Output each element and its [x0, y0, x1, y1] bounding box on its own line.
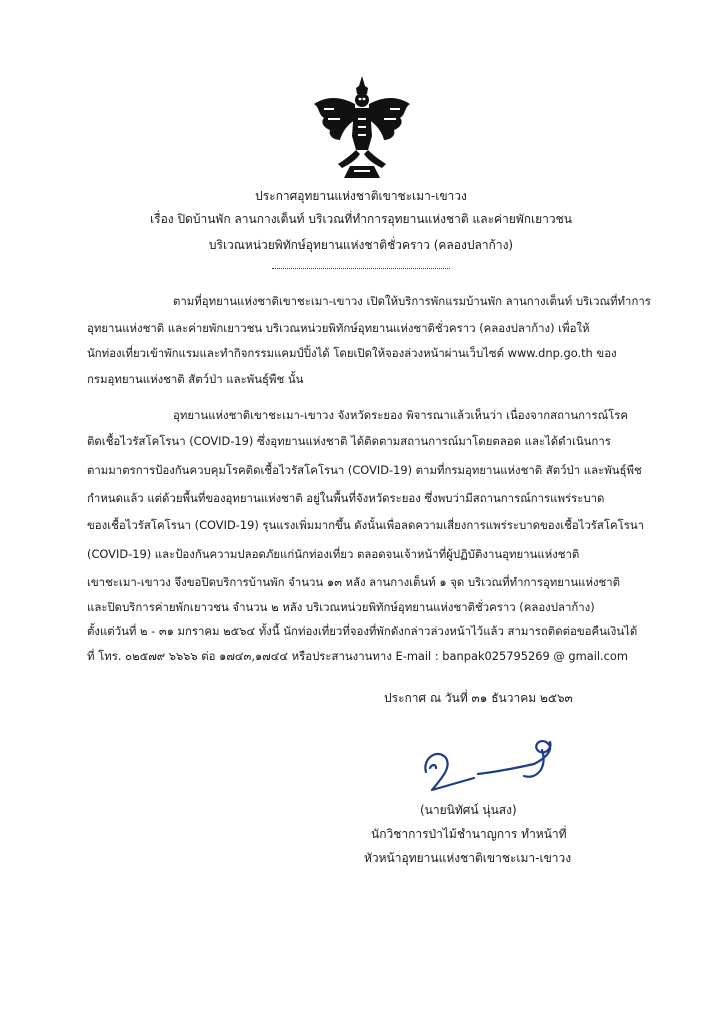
paragraph2-line: ตั้งแต่วันที่ ๒ - ๓๑ มกราคม ๒๕๖๔ ทั้งนี้ นักท่องเที่ยวที่จองที่พักดังกล่าวล่วงหน้าไว้แล้ว สามารถติดต่อขอคืนเงินได้: [87, 624, 638, 638]
paragraph1-line: อุทยานแห่งชาติ และค่ายพักเยาวชน บริเวณหน่วยพิทักษ์อุทยานแห่งชาติชั่วคราว (คลองปลาก้าง) เพื่อให้: [87, 321, 590, 335]
announcement-subject-continued: บริเวณหน่วยพิทักษ์อุทยานแห่งชาติชั่วคราว (คลองปลาก้าง): [208, 238, 514, 252]
announcement-subject: เรื่อง ปิดบ้านพัก ลานกางเต็นท์ บริเวณที่ทำการอุทยานแห่งชาติ และค่ายพักเยาวชน: [150, 212, 572, 226]
paragraph2-line: ติดเชื้อไวรัสโคโรนา (COVID-19) ซึ่งอุทยานแห่งชาติ ได้ติดตามสถานการณ์มาโดยตลอด และได้ดำเนินการ: [87, 434, 611, 448]
paragraph2-line: ของเชื้อไวรัสโคโรนา (COVID-19) รุนแรงเพิ่มมากขึ้น ดังนั้นเพื่อลดความเสี่ยงการแพร่ระบาดของเชื้อไวรัสโคโรนา: [87, 518, 645, 532]
signer-position: นักวิชาการป่าไม้ชำนาญการ ทำหน้าที่: [371, 827, 567, 841]
paragraph1-line: ตามที่อุทยานแห่งชาติเขาชะเมา-เขาวง เปิดให้บริการพักแรมบ้านพัก ลานกางเต็นท์ บริเวณที่ทำการ: [173, 294, 651, 308]
dotted-divider: [272, 268, 450, 269]
garuda-emblem: [310, 74, 414, 180]
paragraph2-line: อุทยานแห่งชาติเขาชะเมา-เขาวง จังหวัดระยอง พิจารณาแล้วเห็นว่า เนื่องจากสถานการณ์โรค: [173, 408, 628, 422]
paragraph2-line: กำหนดแล้ว แต่ด้วยพื้นที่ของอุทยานแห่งชาติ อยู่ในพื้นที่จังหวัดระยอง ซึ่งพบว่ามีสถานการณ์การแพร่ระบาด: [87, 491, 605, 505]
handwritten-signature: [416, 728, 566, 800]
paragraph1-line: นักท่องเที่ยวเข้าพักแรมและทำกิจกรรมแคมป์ปิ้งได้ โดยเปิดให้จองล่วงหน้าผ่านเว็บไซต์ www.dnp.go.th ของ: [87, 346, 617, 360]
paragraph2-line: เขาชะเมา-เขาวง จึงขอปิดบริการบ้านพัก จำนวน ๑๓ หลัง ลานกางเต็นท์ ๑ จุด บริเวณที่ทำการอุทยานแห่งชาติ: [87, 575, 621, 589]
paragraph2-line: ที่ โทร. ๐๒๕๗๙ ๖๖๖๖ ต่อ ๑๗๔๓,๑๗๔๔ หรือประสานงานทาง E-mail : banpak025795269 @ gmail.com: [87, 649, 628, 663]
announcement-title: ประกาศอุทยานแห่งชาติเขาชะเมา-เขาวง: [255, 189, 467, 203]
paragraph2-line: และปิดบริการค่ายพักเยาวชน จำนวน ๒ หลัง บริเวณหน่วยพิทักษ์อุทยานแห่งชาติชั่วคราว (คลองปลาก้าง): [87, 600, 595, 614]
paragraph2-line: ตามมาตรการป้องกันควบคุมโรคติดเชื้อไวรัสโคโรนา (COVID-19) ตามที่กรมอุทยานแห่งชาติ สัตว์ป่า และพันธุ์พืช: [87, 463, 642, 477]
paragraph2-line: (COVID-19) และป้องกันความปลอดภัยแก่นักท่องเที่ยว ตลอดจนเจ้าหน้าที่ผู้ปฏิบัติงานอุทยานแห่งชาติ: [87, 547, 580, 561]
paragraph1-line: กรมอุทยานแห่งชาติ สัตว์ป่า และพันธุ์พืช นั้น: [87, 372, 304, 386]
signer-role: หัวหน้าอุทยานแห่งชาติเขาชะเมา-เขาวง: [364, 851, 572, 865]
signer-name: (นายนิทัศน์ นุ่นสง): [420, 803, 517, 817]
announcement-date: ประกาศ ณ วันที่ ๓๑ ธันวาคม ๒๕๖๓: [384, 691, 573, 705]
